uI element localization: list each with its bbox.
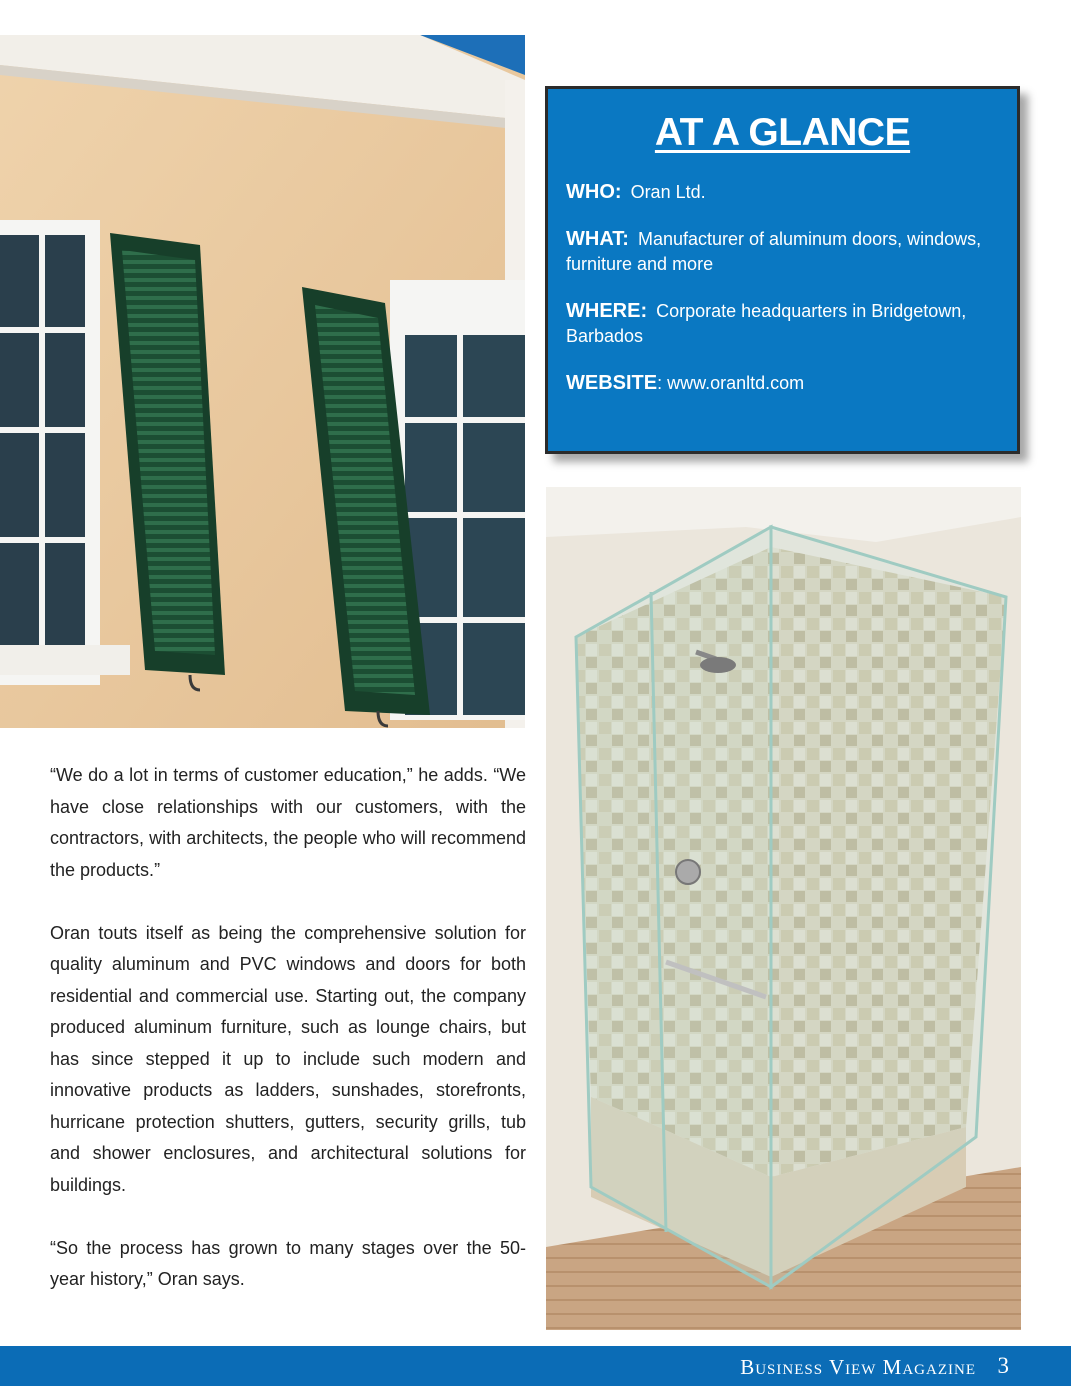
website-value[interactable]: : www.oranltd.com — [657, 373, 805, 393]
shower-enclosure-photo — [546, 487, 1021, 1330]
footer-bar — [0, 1346, 1071, 1386]
glance-who — [566, 180, 999, 205]
where-label: WHERE: — [566, 300, 648, 322]
website-label: WEBSITE — [566, 372, 658, 394]
who-value: Oran Ltd. — [630, 182, 706, 202]
who-label: WHO: — [566, 181, 622, 203]
what-value: Manufacturer of aluminum doors, windows, furniture and more — [566, 229, 982, 274]
building-shutters-photo — [0, 35, 525, 728]
article-paragraph-2: Oran touts itself as being the comprehensive solution for quality aluminum and PVC windows and doors for both residential and commercial use. Starting out, the company produced aluminum furniture, such as lounge chairs, but has since stepped it up to include such modern and innovative products as ladders, sunshades, storefronts, hurricane protection shutters, gutters, security grills, tub and shower enclosures, and architectural solutions for buildings. — [50, 922, 526, 1195]
page-number: 3 — [997, 1353, 1009, 1378]
article-paragraph-3: “So the process has grown to many stages over the 50-year history,” Oran says. — [50, 1237, 526, 1289]
at-a-glance-box — [545, 86, 1020, 454]
glance-website — [566, 371, 999, 396]
magazine-name: Business View Magazine — [740, 1355, 976, 1379]
glance-what — [566, 227, 999, 277]
article-paragraph-1: “We do a lot in terms of customer education,” he adds. “We have close relationships with our customers, with the contractors, with architects, the people who will recommend the products.” — [50, 765, 526, 880]
what-label: WHAT: — [566, 228, 629, 250]
glance-where — [566, 299, 999, 349]
glance-title: AT A GLANCE — [654, 111, 911, 154]
where-value: Corporate headquarters in Bridgetown, Barbados — [566, 301, 967, 346]
article-body — [50, 760, 526, 1327]
